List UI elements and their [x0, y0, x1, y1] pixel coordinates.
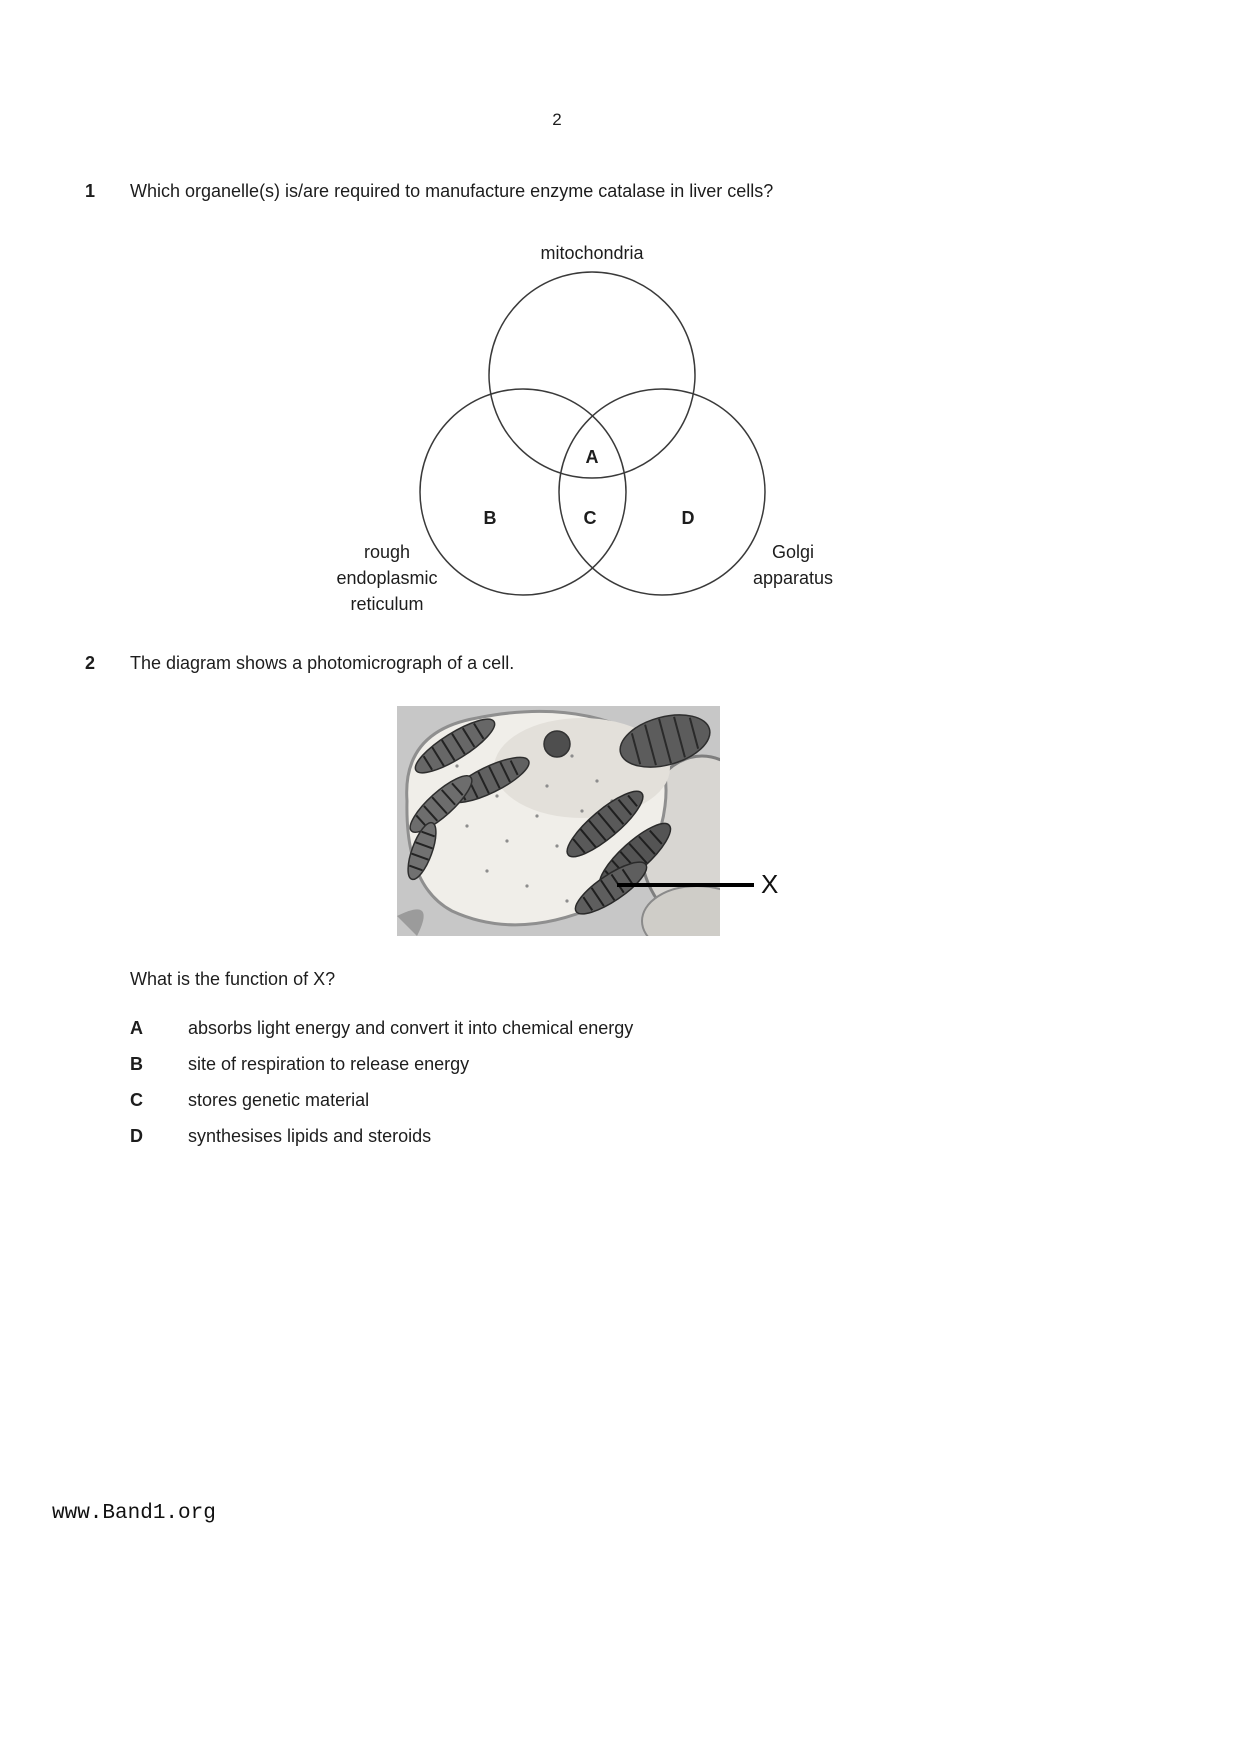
option-text-d: synthesises lipids and steroids: [188, 1126, 432, 1146]
question-2-number: 2: [85, 653, 96, 673]
venn-circle-golgi: [559, 389, 765, 595]
venn-label-reticulum: reticulum: [350, 594, 424, 614]
option-text-a: absorbs light energy and convert it into chemical energy: [188, 1018, 634, 1038]
nucleus-body: [544, 731, 570, 757]
venn-region-c: C: [583, 508, 597, 528]
option-letter-c: C: [130, 1090, 143, 1110]
option-letter-a: A: [130, 1018, 143, 1038]
question-1-number: 1: [85, 181, 96, 201]
pointer-label-x: X: [761, 869, 779, 899]
cell-photomicrograph: [397, 706, 720, 936]
footer-link[interactable]: www.Band1.org: [52, 1502, 216, 1525]
venn-label-apparatus: apparatus: [752, 568, 834, 588]
venn-region-b: B: [483, 508, 497, 528]
page-number: 2: [552, 110, 562, 129]
venn-diagram: [300, 240, 900, 630]
option-row-d: [130, 1126, 890, 1152]
option-row-b: [130, 1054, 890, 1080]
pointer-line: [617, 883, 754, 887]
venn-region-a: A: [585, 447, 599, 467]
option-row-c: [130, 1090, 890, 1116]
venn-label-endoplasmic: endoplasmic: [336, 568, 438, 588]
option-letter-b: B: [130, 1054, 143, 1074]
option-row-a: [130, 1018, 890, 1044]
venn-circle-rough-er: [420, 389, 626, 595]
venn-label-mitochondria: mitochondria: [540, 243, 644, 263]
question-2-prompt: What is the function of X?: [130, 969, 336, 989]
venn-label-rough: rough: [363, 542, 411, 562]
option-text-c: stores genetic material: [188, 1090, 370, 1110]
option-text-b: site of respiration to release energy: [188, 1054, 470, 1074]
question-2-text: The diagram shows a photomicrograph of a cell.: [130, 653, 515, 673]
option-letter-d: D: [130, 1126, 143, 1146]
venn-region-d: D: [681, 508, 695, 528]
venn-label-golgi: Golgi: [771, 542, 815, 562]
question-1-text: Which organelle(s) is/are required to manufacture enzyme catalase in liver cells?: [130, 181, 774, 201]
